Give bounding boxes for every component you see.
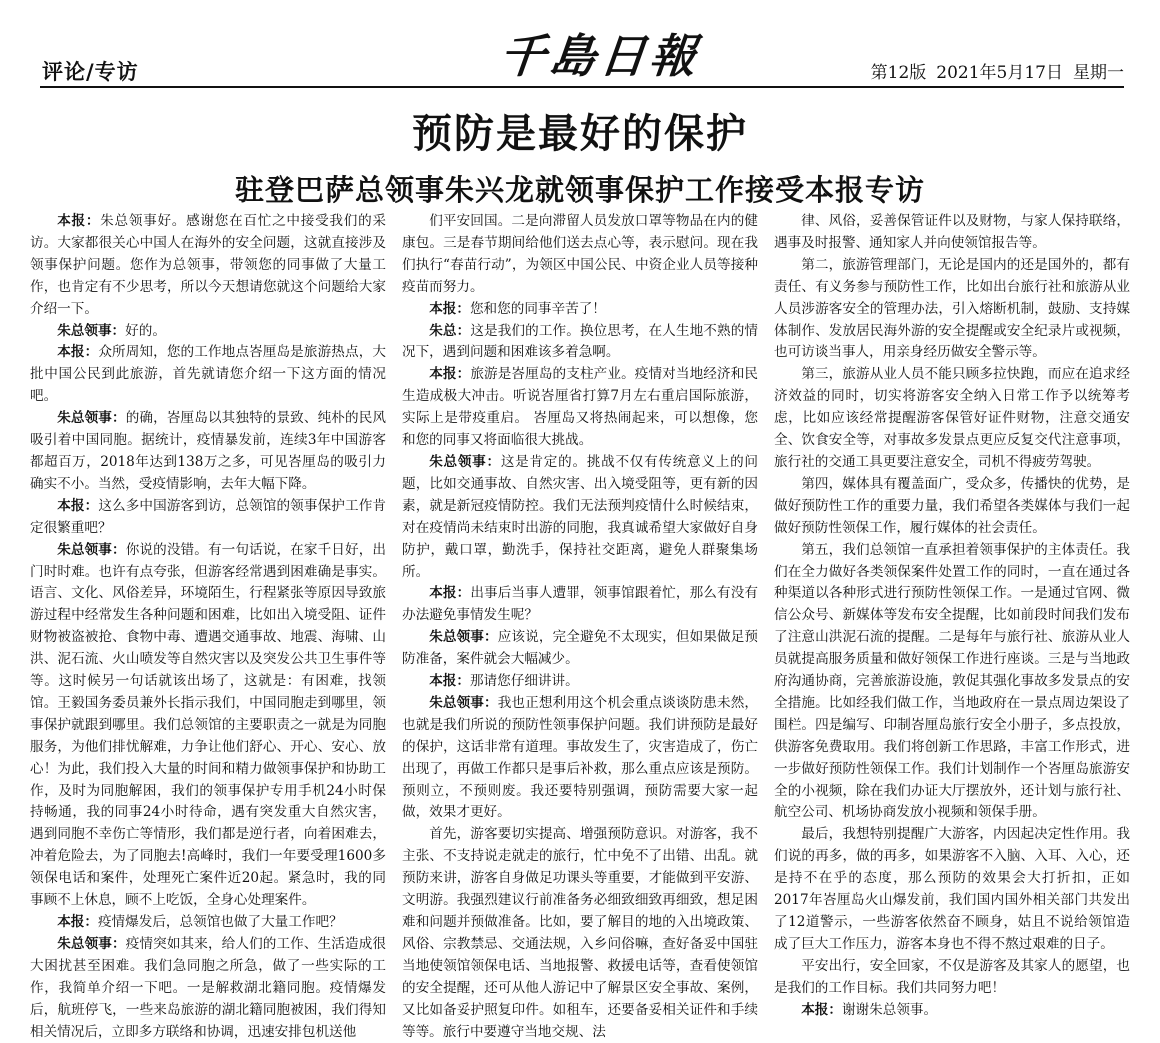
section-label: 评论/专访 (42, 60, 139, 84)
speaker-label: 本报： (57, 213, 101, 229)
paragraph-text: 最后，我想特别提醒广大游客，内因起决定性作用。我们说的再多，做的再多，如果游客不入脑、入耳、入心，还是持不在乎的态度，那么预防的效果会大打折扣，正如2017年峇厘岛火山爆发前，我们国内国外相关部门共发出了12道警示，一些游客依然奋不顾身，姑且不说给领馆造成了巨大工作压力，游客本身也不得不熬过艰难的日子。 (774, 826, 1130, 952)
page-header (0, 0, 1160, 86)
issue-date: 2021年5月17日 (936, 63, 1063, 83)
article-headline: 预防是最好的保护 (412, 111, 748, 157)
paragraph-text: 您和您的同事辛苦了！ (469, 300, 606, 317)
speaker-label: 朱总领事： (57, 541, 126, 558)
paragraph-text: 这是肯定的。挑战不仅有传统意义上的问题，比如交通事故、自然灾害、出入境受阻等，更有新的因素，就是新冠疫情防控。我们无法预判疫情什么时候结束，对在疫情尚未结束时出游的同胞，我真诚希望大家做好自身防护，戴口罩，勤洗手，保持社交距离，避免人群聚集场所。 (402, 453, 758, 580)
paragraph (774, 956, 1130, 1000)
speaker-label: 本报： (57, 497, 99, 514)
paragraph-text: 第三，旅游从业人员不能只顾多拉快跑，而应在追求经济效益的同时，切实将游客安全纳入日常工作予以统筹考虑，比如应该经常提醒游客保管好证件财物，注意交通安全、饮食安全等，对事故多发景点更应反复交代注意事项，旅行社的交通工具更要注意安全，司机不得疲劳驾驶。 (774, 366, 1130, 470)
paragraph-text: 律、风俗，妥善保管证件以及财物，与家人保持联络，遇事及时报警、通知家人并向使领馆报告等。 (774, 213, 1130, 251)
paragraph (774, 211, 1130, 255)
paragraph (402, 299, 758, 321)
paragraph-text: 旅游是峇厘岛的支柱产业。疫情对当地经济和民生造成极大冲击。听说峇厘省打算7月左右重启国际旅游，实际上是带疫重启。 峇厘岛又将热闹起来，可以想像，您和您的同事又将面临很大挑战。 (402, 366, 759, 449)
paragraph-text: 疫情突如其来，给人们的工作、生活造成很大困扰甚至困难。我们急同胞之所急，做了一些实际的工作，我简单介绍一下吧。一是解救湖北籍同胞。疫情爆发后，航班停飞，一些来岛旅游的湖北籍同胞被困，我们得知相关情况后，立即多方联络和协调，迅速安排包机送他 (30, 935, 387, 1040)
paragraph-text: 我也正想利用这个机会重点谈谈防患未然，也就是我们所说的预防性领事保护问题。我们讲预防是最好的保护，这话非常有道理。事故发生了，灾害造成了，伤亡出现了，再做工作都只是事后补救，那么重点应该是预防。预则立，不预则废。我还要特别强调，预防需要大家一起做，效果才更好。 (402, 694, 759, 821)
article-body (30, 211, 1130, 1040)
paragraph-text: 首先，游客要切实提高、增强预防意识。对游客，我不主张、不支持说走就走的旅行，忙中免不了出错、出乱。就预防来讲，游客自身做足功课头等重要，才能做到平安游、文明游。我强烈建议行前准备务必细致细致再细致，想足困难和问题并预做准备。比如，要了解目的地的入出境政策、风俗、宗教禁忌、交通法规，入乡问俗嘛，查好备妥中国驻当地使领馆领保电话、当地报警、救援电话等，查看使领馆的安全提醒，还可从他人游记中了解景区安全事故、案例，又比如备妥护照复印件。如租车，还要备妥相关证件和手续等等。旅行中要遵守当地交规、法 (402, 826, 758, 1040)
paragraph (402, 824, 758, 1043)
paragraph (30, 496, 386, 540)
article-column-2 (402, 211, 759, 1040)
paragraph (402, 583, 758, 627)
paragraph (774, 255, 1130, 365)
paragraph (30, 934, 386, 1043)
paragraph-text: 应该说，完全避免不太现实，但如果做足预防准备，案件就会大幅减少。 (402, 629, 759, 668)
speaker-label: 本报： (57, 344, 99, 361)
paragraph (402, 452, 758, 583)
speaker-label: 本报： (429, 673, 470, 690)
paragraph-text: 你说的没错。有一句话说，在家千日好，出门时时难。也许有点夸张，但游客经常遇到困难确是事实。语言、文化、风俗差异，环境陌生，行程紧张等原因导致旅游过程中经常发生各种问题和困难，比如出入境受阻、证件财物被盗被抢、食物中毒、遭遇交通事故、地震、海啸、山洪、泥石流、火山喷发等自然灾害以及突发公共卫生事件等等。这时候另一句话就该出场了，这就是：有困难，找领馆。王毅国务委员兼外长指示我们，中国同胞走到哪里，领事保护就跟到哪里。我们总领馆的主要职责之一就是为同胞服务，为他们排忧解难，力争让他们舒心、开心、安心、放心！为此，我们投入大量的时间和精力做领事保护和协助工作，及时为同胞解困，我们的领事保护专用手机24小时保持畅通，我的同事24小时待命，遇有突发重大自然灾害，遇到同胞不幸伤亡等情形，我们都是逆行者，向着困难去，冲着危险去，为了同胞去!高峰时，我们一年要受理1600多领保电话和案件，处理死亡案件近20起。紧急时，我的同事顾不上休息，顾不上吃饭，全身心处理案件。 (30, 541, 387, 909)
paragraph (402, 693, 758, 824)
paragraph (30, 912, 386, 934)
paragraph-text: 这是我们的工作。换位思考，在人生地不熟的情况下，遇到问题和困难该多着急啊。 (402, 322, 759, 361)
speaker-label: 朱总领事： (57, 410, 126, 427)
speaker-label: 朱总： (429, 322, 471, 339)
page-number: 第12版 (870, 63, 927, 83)
paragraph (774, 540, 1130, 825)
paragraph (30, 211, 386, 321)
article-column-1 (30, 211, 387, 1040)
paragraph-text: 疫情爆发后，总领馆也做了大量工作吧？ (97, 914, 343, 930)
paragraph-text: 那请您仔细讲讲。 (469, 673, 579, 690)
paragraph-text: 谢谢朱总领事。 (841, 1001, 938, 1018)
paragraph (30, 321, 386, 343)
speaker-label: 本报： (429, 300, 470, 317)
speaker-label: 本报： (429, 585, 471, 602)
paragraph-text: 第五，我们总领馆一直承担着领事保护的主体责任。我们在全力做好各类领保案件处置工作的同时，一直在通过各种渠道以各种形式进行预防性领保工作。一是通过官网、微信公众号、新媒体等发布安全提醒，比如前段时间我们发布了注意山洪泥石流的提醒。二是每年与旅行社、旅游从业人员就提高服务质量和做好领保工作进行座谈。三是与当地政府沟通协商，完善旅游设施，敦促其强化事故多发景点的安全措施。比如经我们做工作，当地政府在一景点周边架设了围栏。四是编写、印制峇厘岛旅行安全小册子，多点投放，供游客免费取用。我们将创新工作思路，丰富工作形式，进一步做好预防性领保工作。我们计划制作一个峇厘岛旅游安全的小视频，除在我们办证大厅摆放外，还计划与旅行社、航空公司、机场协商发放小视频和领保手册。 (774, 541, 1130, 821)
edition-info (861, 58, 1124, 83)
speaker-label: 朱总领事： (429, 694, 498, 711)
speaker-label: 朱总领事： (57, 322, 126, 339)
speaker-label: 朱总领事： (57, 935, 126, 952)
paragraph (774, 824, 1130, 955)
paragraph-text: 第四，媒体具有覆盖面广，受众多，传播快的优势，是做好预防性工作的重要力量，我们希望各类媒体与我们一起做好预防性领保工作，履行媒体的社会责任。 (774, 475, 1130, 536)
paragraph (30, 342, 386, 408)
paragraph-text: 朱总领事好。感谢您在百忙之中接受我们的采访。大家都很关心中国人在海外的安全问题，这就直接涉及领事保护问题。您作为总领事，带领您的同事做了大量工作，也肯定有不少思考，所以今天想请您就这个问题给大家介绍一下。 (30, 213, 386, 317)
speaker-label: 本报： (57, 914, 98, 930)
paragraph-text: 平安出行，安全回家，不仅是游客及其家人的愿望，也是我们的工作目标。我们共同努力吧！ (774, 957, 1130, 996)
paragraph (774, 1000, 1130, 1022)
speaker-label: 朱总领事： (429, 453, 501, 470)
speaker-label: 本报： (801, 1001, 842, 1018)
paragraph (402, 627, 758, 671)
paragraph-text: 好的。 (125, 322, 166, 339)
paragraph (402, 364, 758, 452)
speaker-label: 朱总领事： (429, 629, 498, 646)
weekday: 星期一 (1073, 63, 1124, 83)
paragraph (774, 474, 1130, 540)
paragraph-text: 们平安回国。二是向滞留人员发放口罩等物品在内的健康包。三是春节期间给他们送去点心等，表示慰问。现在我们执行“春苗行动”，为领区中国公民、中资企业人员等接种疫苗而努力。 (402, 213, 758, 295)
paragraph (402, 211, 758, 299)
article-column-3 (774, 211, 1130, 1018)
article-subheadline: 驻登巴萨总领事朱兴龙就领事保护工作接受本报专访 (234, 173, 925, 207)
paragraph-text: 的确，峇厘岛以其独特的景致、纯朴的民风吸引着中国同胞。据统计，疫情暴发前，连续3年中国游客都超百万，2018年达到138万之多，可见峇厘岛的吸引力确实不小。当然，受疫情影响，去年大幅下降。 (30, 410, 387, 492)
paragraph-text: 这么多中国游客到访，总领馆的领事保护工作肯定很繁重吧？ (30, 497, 387, 536)
paragraph (402, 671, 758, 693)
header-rule (40, 86, 1124, 88)
speaker-label: 本报： (429, 366, 471, 383)
paragraph-text: 众所周知，您的工作地点峇厘岛是旅游热点，大批中国公民到此旅游，首先就请您介绍一下这方面的情况吧。 (30, 344, 387, 405)
paragraph (774, 364, 1130, 474)
paragraph-text: 出事后当事人遭罪，领事馆跟着忙，那么有没有办法避免事情发生呢？ (402, 585, 759, 624)
masthead-logo: 千島日報 (496, 29, 703, 83)
paragraph (30, 540, 386, 912)
paragraph-text: 第二，旅游管理部门，无论是国内的还是国外的，都有责任、有义务参与预防性工作，比如出台旅行社和旅游从业人员涉游客安全的管理办法，引入熔断机制，鼓励、支持媒体制作、发放居民海外游的安全提醒或安全纪录片或视频，也可访谈当事人，用亲身经历做安全警示等。 (774, 256, 1130, 361)
paragraph (30, 408, 386, 496)
paragraph (402, 321, 758, 365)
